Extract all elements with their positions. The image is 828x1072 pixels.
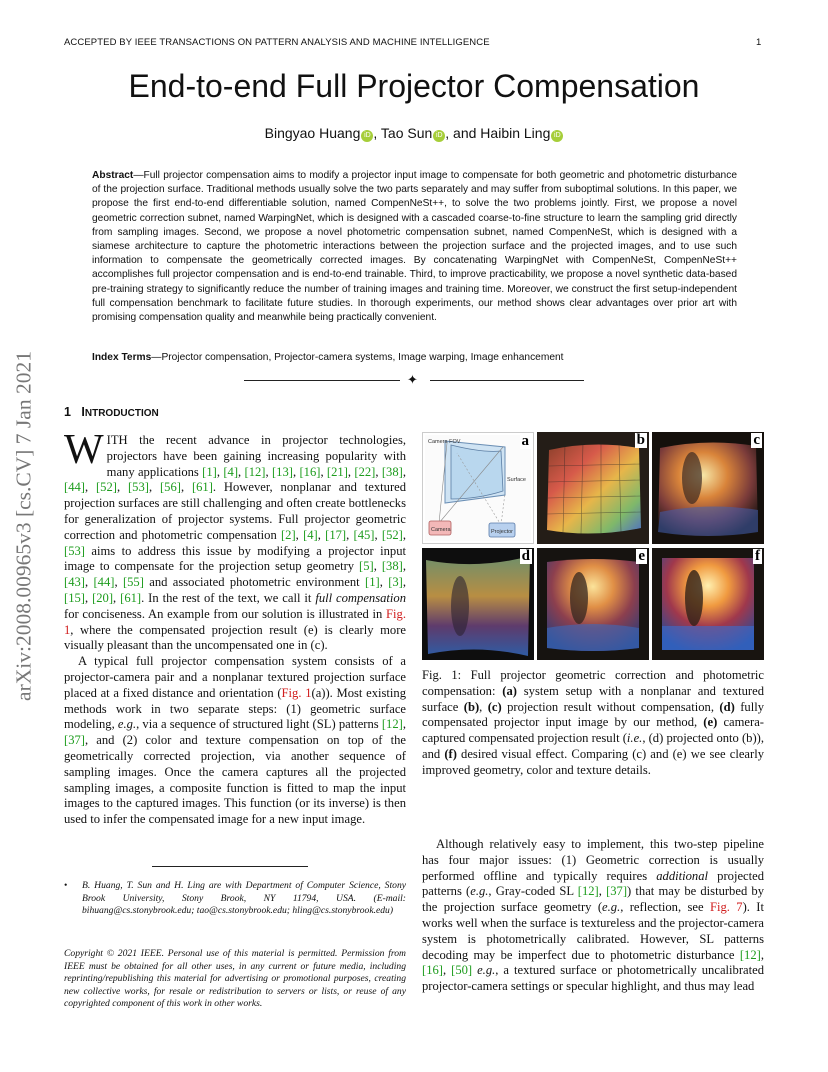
arxiv-stamp	[4, 296, 44, 756]
citation-link[interactable]: [16]	[422, 963, 443, 978]
citation-link[interactable]: [13]	[271, 464, 293, 479]
citation-link[interactable]: [37]	[64, 733, 85, 748]
citation-link[interactable]: [61]	[191, 480, 213, 495]
citation-link[interactable]: [12]	[381, 717, 403, 732]
figure-link[interactable]: Fig. 1	[64, 606, 406, 637]
citation-link[interactable]: [5]	[359, 559, 374, 574]
drop-cap: W	[64, 427, 104, 473]
emphasis: e.g.	[117, 717, 137, 732]
diagram-label-camera: Camera	[431, 527, 451, 533]
caption-marker: (e)	[703, 715, 718, 730]
section-title-rest: NTRODUCTION	[84, 408, 159, 419]
panel-label: d	[521, 548, 530, 564]
citation-link[interactable]: [38]	[381, 559, 403, 574]
panel-label: f	[755, 548, 760, 564]
figure-panel-a	[422, 432, 534, 544]
separator-rule	[244, 380, 400, 381]
index-terms	[92, 352, 737, 363]
orcid-icon[interactable]: iD	[361, 130, 373, 142]
citation-link[interactable]: [61]	[120, 590, 142, 605]
text: aims to address this issue by modifying a projector input image to compensate for the projection setup geometry	[64, 543, 406, 574]
figure-caption	[422, 668, 764, 779]
citation-link[interactable]: [50]	[451, 963, 473, 978]
citation-link[interactable]: [12]	[244, 464, 266, 479]
footnote-rule	[152, 866, 308, 867]
citation-link[interactable]: [4]	[223, 464, 239, 479]
text: . However, nonplanar and textured projection surfaces are still challenging and often create bottlenecks for generalization of projector systems. Full projector geometric correction and photometric compensation	[64, 480, 407, 542]
citation-link[interactable]: [20]	[92, 590, 114, 605]
uncompensated-result-image	[652, 432, 764, 544]
figure-link[interactable]: Fig. 1	[281, 685, 312, 700]
setup-diagram	[423, 433, 533, 543]
orcid-icon[interactable]: iD	[551, 130, 563, 142]
page-number: 1	[756, 37, 762, 48]
panel-label: e	[638, 548, 645, 564]
figure-panel-b	[537, 432, 649, 544]
author-name: Bingyao Huang	[264, 125, 361, 141]
bullet-icon: •	[64, 880, 68, 891]
figure-panel-e	[537, 548, 649, 660]
figure-1	[422, 432, 764, 660]
citation-link[interactable]: [45]	[353, 527, 375, 542]
text: and associated photometric environment	[143, 575, 366, 590]
figure-link[interactable]: Fig. 7	[709, 900, 743, 915]
text: ITH the recent advance in projector technologies, projectors have been gaining increasing popularity with many applications	[106, 433, 406, 479]
text: desired visual effect. Comparing (c) and (e) we see clearly improved geometry, color and texture details.	[422, 746, 764, 777]
arxiv-stamp-text: arXiv:2008.00965v3 [cs.CV] 7 Jan 2021	[11, 351, 36, 701]
author-name: , Tao Sun	[373, 125, 433, 141]
author-footnote	[64, 880, 406, 918]
text: ) that may be disturbed by the projection surface geometry (	[422, 884, 765, 915]
text: fully compensated projector input image by our method,	[422, 699, 764, 730]
panel-label: b	[636, 432, 645, 448]
emphasis: additional	[656, 868, 709, 883]
caption-marker: (f)	[444, 746, 457, 761]
figure-panel-d	[422, 548, 534, 660]
compensated-result-image	[537, 548, 649, 660]
text: , (d) projected onto (b)), and	[422, 731, 765, 761]
citation-link[interactable]: [16]	[299, 464, 321, 479]
text: A typical full projector compensation system consists of a projector-camera pair and a nonplanar textured projection surface placed at a fixed distance and orientation (	[64, 654, 406, 700]
paragraph: A typical full projector compensation system consists of a projector-camera pair and a nonplanar textured projection surface placed at a fixed distance and orientation (Fig. 1(a)). Most existing methods work in two separate steps: (1) geometric surface modeling, e.g., via a sequence of structured light (SL) patterns [12], [37], and (2) color and texture compensation on top of the geometrically corrected projection, via another sequence of sampling images. Once the camera captures all the projected sampling images, a composite function is fitted to map the input images to the captured images. This function (or its inverse) is then used to infer the compensated image for a new input image.	[64, 654, 406, 827]
emphasis: e.g.	[602, 900, 621, 915]
emphasis: i.e.	[626, 731, 643, 746]
index-terms-text: —Projector compensation, Projector-camera systems, Image warping, Image enhancement	[151, 352, 564, 363]
citation-link[interactable]: [1]	[365, 575, 380, 590]
text: Although relatively easy to implement, this two-step pipeline has four major issues: (1) Geometric correction is usually performed offline and typically requires	[422, 837, 764, 883]
emphasis: full compensation	[315, 590, 406, 605]
separator-rule	[430, 380, 584, 381]
citation-link[interactable]: [43]	[64, 575, 85, 590]
citation-link[interactable]: [44]	[93, 575, 115, 590]
panel-label: c	[753, 432, 760, 448]
text: projected patterns (	[422, 868, 765, 899]
paper-title: End-to-end Full Projector Compensation	[128, 68, 700, 104]
citation-link[interactable]: [38]	[381, 464, 403, 479]
text: system setup with a nonplanar and textured surface	[422, 683, 764, 714]
abstract-label: Abstract	[92, 170, 134, 181]
figure-panel-c	[652, 432, 764, 544]
citation-link[interactable]: [21]	[326, 464, 348, 479]
text: , reflection, see	[620, 900, 710, 915]
section-heading	[64, 405, 159, 419]
separator-star-icon: ✦	[407, 372, 418, 387]
body-column-left	[64, 427, 407, 828]
text: , and (2) color and texture compensation on top of the geometrically corrected projection, via another sequence of sampling images. Once the camera captures all the projected sampling images, a composite function is fitted to map the input images to the captured images. This function (or its inverse) is then used to infer the compensated image for a new input image.	[64, 733, 406, 827]
text: , via a sequence of structured light (SL) patterns	[136, 717, 382, 732]
abstract-text: —Full projector compensation aims to modify a projector input image to compensate for both geometric and photometric disturbance of the projection surface. Traditional methods usually solve the two parts separately and may suffer from suboptimal solutions. In this paper, we propose the first end-to-end differentiable solution, named CompenNeSt++, to solve the two problems jointly. First, we propose a novel geometric correction subnet, named WarpingNet, which is designed with a cascaded coarse-to-fine structure to learn the sampling grid directly from sampling images. Second, we propose a novel photometric compensation subnet, named CompenNeSt, which is designed with a siamese architecture to capture the photometric interactions between the projection surface and the projected images, and to use such information to compensate the geometrically corrected images. By concatenating WarpingNet with CompenNeSt, CompenNeSt++ accomplishes full projector compensation and is end-to-end trainable. Third, to improve practicability, we propose a novel synthetic data-based pre-training strategy to significantly reduce the number of training images and training time. Moreover, we construct the first setup-independent full compensation benchmark to facilitate future studies. In thorough experiments, our method shows clear advantages over prior art with promising compensation quality and meanwhile being practically convenient.	[92, 170, 737, 324]
copyright-notice: Copyright © 2021 IEEE. Personal use of this material is permitted. Permission from IEEE must be obtained for all other uses, in any current or future media, including reprinting/republishing this material for advertising or promotional purposes, creating new collective works, for resale or redistribution to servers or lists, or reuse of any copyrighted component of this work in other works.	[64, 948, 406, 1009]
caption-marker: (d)	[719, 699, 735, 714]
citation-link[interactable]: [52]	[381, 527, 403, 542]
author-name: , and Haibin Ling	[445, 125, 551, 141]
citation-link[interactable]: [4]	[303, 527, 318, 542]
paragraph: Although relatively easy to implement, this two-step pipeline has four major issues: (1) Geometric correction is usually performed offline and typically requires additional projected patterns (e.g., Gray-coded SL [12], [37]) that may be disturbed by the projection surface geometry (e.g., reflection, see Fig. 7). It works well when the surface is textureless and the projector-camera system is photometrically calibrated. However, SL patterns decoding may be imperfect due to photometric disturbance [12], [16], [50] e.g., a textured surface or photometrically uncalibrated projector-camera settings or specular highlight, and thus may lead	[422, 837, 765, 994]
text: projection result without compensation,	[501, 699, 720, 714]
diagram-label-surface: Surface	[507, 477, 526, 483]
diagram-label-camera-fov: Camera FOV	[428, 439, 461, 445]
text: for conciseness. An example from our solution is illustrated in	[64, 606, 387, 621]
citation-link[interactable]: [53]	[127, 480, 149, 495]
citation-link[interactable]: [44]	[64, 480, 85, 495]
index-terms-label: Index Terms	[92, 352, 152, 363]
section-number: 1	[64, 405, 71, 419]
citation-link[interactable]: [17]	[325, 527, 347, 542]
emphasis: e.g.	[477, 963, 496, 978]
citation-link[interactable]: [12]	[577, 884, 599, 899]
abstract	[92, 169, 737, 325]
caption-marker: (b)	[463, 699, 480, 714]
running-header: ACCEPTED BY IEEE TRANSACTIONS ON PATTERN ANALYSIS AND MACHINE INTELLIGENCE	[64, 37, 490, 48]
footnote-text: B. Huang, T. Sun and H. Ling are with Department of Computer Science, Stony Brook University, Stony Brook, NY 11794, USA. (E-mail: bihuang@cs.stonybrook.edu; tao@cs.stonybrook.edu; hling@cs.stonybrook.edu)	[82, 880, 406, 916]
caption-marker: (a)	[502, 683, 517, 698]
compensated-input-image	[422, 548, 534, 660]
citation-link[interactable]: [52]	[95, 480, 117, 495]
body-column-right	[422, 837, 764, 995]
text: , Gray-coded SL	[488, 884, 578, 899]
section-title-initial: I	[81, 405, 85, 419]
citation-link[interactable]: [3]	[388, 575, 403, 590]
text: camera-captured compensated projection result (	[422, 715, 764, 746]
text: (a)). Most existing methods work in two separate steps: (1) geometric surface modeling,	[64, 685, 406, 732]
citation-link[interactable]: [56]	[159, 480, 181, 495]
citation-link[interactable]: [1]	[202, 464, 217, 479]
caption-marker: (c)	[487, 699, 502, 714]
citation-link[interactable]: [2]	[280, 527, 296, 542]
citation-link[interactable]: [37]	[606, 884, 628, 899]
text: , where the compensated projection result (e) is clearly more visually pleasant than the uncompensated one in (c).	[64, 622, 406, 653]
citation-link[interactable]: [53]	[64, 543, 85, 558]
paragraph: WITH the recent advance in projector technologies, projectors have been gaining increasing popularity with many applications [1], [4], [12], [13], [16], [21], [22], [38], [44], [52], [53], [56], [61]. However, nonplanar and textured projection surfaces are still challenging and often create bottlenecks for generalization of projector systems. Full projector geometric correction and photometric compensation [2], [4], [17], [45], [52], [53] aims to address this issue by modifying a projector input image to compensate for the projection setup geometry [5], [38], [43], [44], [55] and associated photometric environment [1], [3], [15], [20], [61]. In the rest of the text, we call it full compensation for conciseness. An example from our solution is illustrated in Fig. 1, where the compensated projection result (e) is clearly more visually pleasant than the uncompensated one in (c).	[64, 427, 407, 653]
orcid-icon[interactable]: iD	[433, 130, 445, 142]
citation-link[interactable]: [15]	[64, 590, 85, 605]
emphasis: e.g.	[470, 884, 489, 899]
author-list	[0, 125, 828, 142]
text: ,	[479, 699, 488, 714]
panel-label: a	[521, 433, 529, 449]
text: . In the rest of the text, we call it	[141, 590, 316, 605]
textured-surface-image	[537, 432, 649, 544]
citation-link[interactable]: [55]	[122, 575, 144, 590]
citation-link[interactable]: [12]	[739, 947, 761, 962]
text: , a textured surface or photometrically uncalibrated projector-camera settings or specular highlight, and thus may lead	[422, 963, 764, 994]
desired-effect-image	[652, 548, 764, 660]
figure-panel-f	[652, 548, 764, 660]
citation-link[interactable]: [22]	[354, 464, 376, 479]
text: ). It works well when the surface is textureless and the projector-camera system is photometrically calibrated. However, SL patterns decoding may be imperfect due to photometric disturbance	[422, 900, 764, 962]
diagram-label-projector: Projector	[491, 529, 514, 535]
text: Fig. 1: Full projector geometric correction and photometric compensation:	[422, 668, 764, 698]
